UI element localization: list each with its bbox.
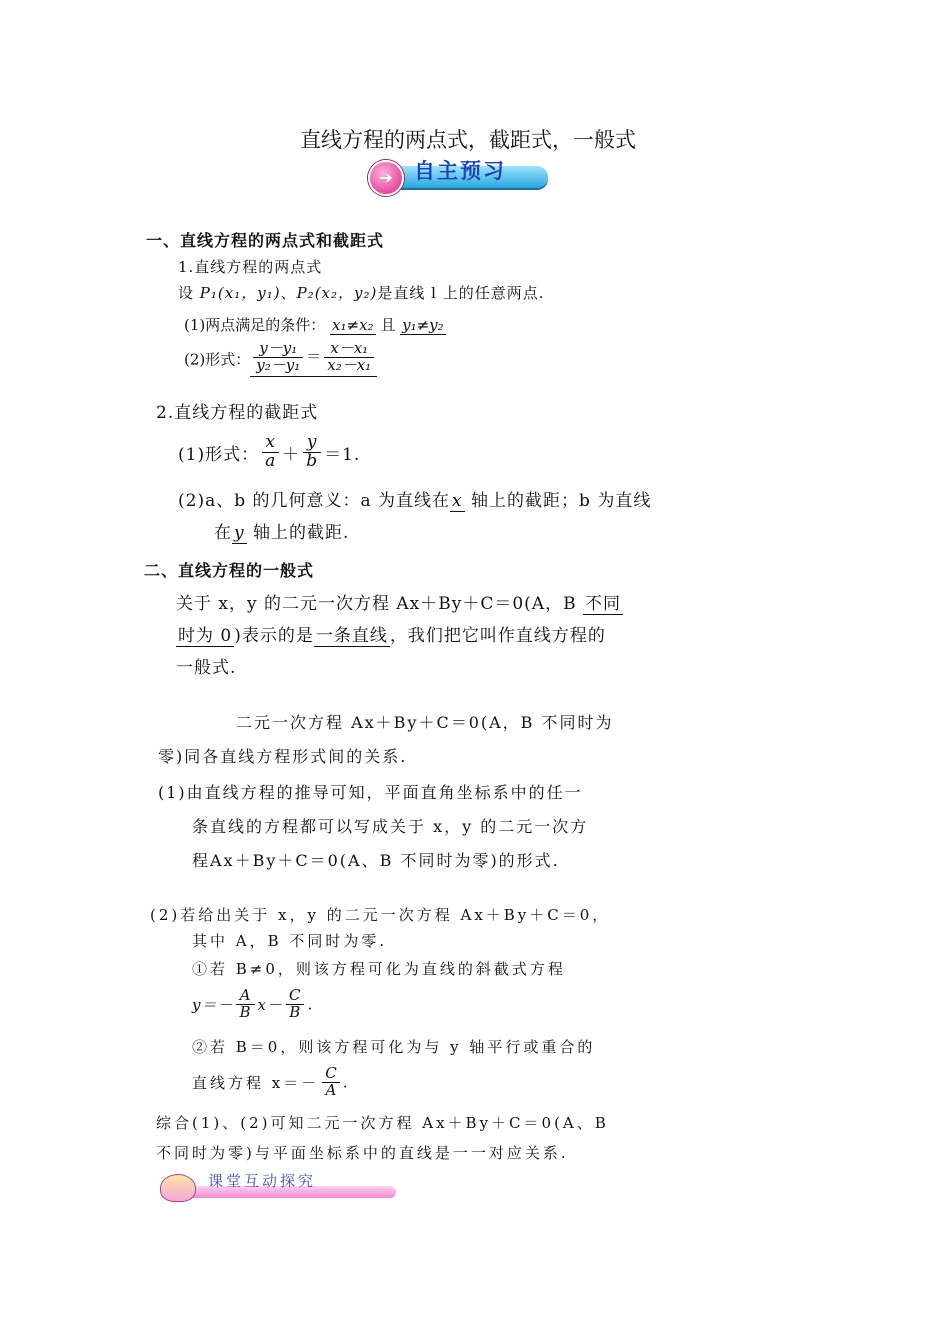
note-b6: [192, 1066, 351, 1099]
fraction-left-den: y₂－y₁: [253, 357, 303, 374]
frac-b-den2: B: [286, 1004, 304, 1021]
note-p2: 零)同各直线方程形式间的关系.: [158, 747, 408, 766]
banner-self-study-label: 自主预习: [414, 159, 506, 183]
general-line1: [176, 589, 623, 614]
frac-b-den1: B: [236, 1004, 254, 1021]
form-formula: [250, 341, 377, 377]
meaning-y: y: [234, 523, 245, 543]
point-p2: P₂(x₂，y₂): [296, 284, 378, 302]
meaning-x: x: [452, 491, 463, 511]
note-a1: (1)由直线方程的推导可知，平面直角坐标系中的任一: [158, 783, 583, 802]
meaning-text-b: 轴上的截距；b 为直线: [464, 491, 652, 511]
condition-and: 且: [380, 316, 396, 334]
let-prefix: 设: [178, 284, 195, 302]
section-1-heading: 一、直线方程的两点式和截距式: [146, 231, 385, 250]
fraction-left: [253, 341, 303, 374]
general-text-c: ，我们把它叫作直线方程的: [389, 626, 606, 646]
fraction-y-b: [303, 434, 321, 471]
fraction-right: [324, 341, 374, 374]
fraction-c-b: [286, 988, 304, 1021]
intercept-meaning-line2: [214, 518, 349, 543]
frac-a-den2: A: [322, 1082, 339, 1099]
fraction-right-den: x₂－x₁: [324, 357, 374, 374]
discussion-icon: [160, 1174, 196, 1202]
note-a2: 条直线的方程都可以写成关于 x，y 的二元一次方: [192, 817, 589, 836]
meaning-text-d: 轴上的截距.: [246, 523, 350, 543]
condition-prefix: (1)两点满足的条件：: [184, 316, 326, 334]
page-title: 直线方程的两点式，截距式，一般式: [300, 128, 636, 152]
fraction-right-num: x－x₁: [330, 339, 369, 357]
note-c1: 综合(1)、(2)可知二元一次方程 Ax＋By＋C＝0(A、B: [156, 1114, 609, 1132]
form-prefix: (2)形式：: [184, 350, 251, 369]
fraction-c-a: [322, 1066, 339, 1099]
frac-a-den: a: [262, 452, 279, 471]
banner-class-interaction: [158, 1170, 398, 1206]
b6-pre: 直线方程 x＝－: [192, 1073, 320, 1092]
condition-x: x₁≠x₂: [332, 316, 374, 334]
b4-pre: y＝－: [192, 995, 234, 1014]
intercept-prefix: (1)形式：: [178, 444, 260, 465]
arrow-right-icon: ➔: [368, 160, 404, 196]
frac-x-num: x: [265, 432, 276, 452]
subheading-intercept: 2.直线方程的截距式: [156, 403, 319, 423]
points-rest: 是直线 l 上的任意两点.: [377, 284, 545, 302]
note-b4: [192, 988, 313, 1021]
subheading-two-point: 1.直线方程的两点式: [178, 258, 323, 276]
general-line2: [176, 621, 606, 646]
frac-y-num: y: [306, 432, 318, 452]
points-definition: [178, 282, 544, 303]
point-p1: P₁(x₁，y₁): [199, 284, 281, 302]
note-p1: 二元一次方程 Ax＋By＋C＝0(A，B 不同时为: [236, 713, 614, 732]
meaning-text-c: 在: [214, 523, 232, 543]
banner-self-study: [368, 152, 550, 196]
fraction-a-b: [236, 988, 254, 1021]
condition-y: y₁≠y₂: [402, 316, 444, 334]
note-b3: ①若 B≠0，则该方程可化为直线的斜截式方程: [192, 960, 566, 978]
b6-end: .: [342, 1073, 351, 1092]
note-a3: 程Ax＋By＋C＝0(A、B 不同时为零)的形式.: [192, 851, 560, 870]
general-text-a: 关于 x，y 的二元一次方程 Ax＋By＋C＝0(A，B: [176, 594, 577, 614]
section-2-heading: 二、直线方程的一般式: [144, 561, 315, 580]
general-underline-b: 时为 0: [178, 626, 233, 646]
b4-mid: x－: [257, 995, 283, 1014]
plus: ＋: [282, 444, 301, 465]
separator: 、: [280, 284, 297, 302]
general-line3: 一般式.: [176, 658, 237, 678]
condition-line: [184, 314, 446, 335]
banner-class-interaction-label: 课堂互动探究: [208, 1172, 317, 1190]
two-point-form: [184, 341, 377, 377]
general-underline-a: 不同: [585, 594, 621, 614]
meaning-text-a: (2)a、b 的几何意义：a 为直线在: [178, 491, 451, 511]
frac-a-num: A: [239, 986, 252, 1004]
fraction-left-num: y－y₁: [259, 339, 298, 357]
b4-end: .: [307, 995, 314, 1014]
intercept-meaning-line1: [178, 486, 651, 511]
fraction-x-a: [262, 434, 279, 471]
note-b5: ②若 B＝0，则该方程可化为与 y 轴平行或重合的: [192, 1038, 596, 1056]
note-b1: (2)若给出关于 x，y 的二元一次方程 Ax＋By＋C＝0，: [150, 906, 611, 924]
equals: ＝: [306, 347, 322, 366]
general-text-b: )表示的是: [234, 626, 314, 646]
frac-b-den: b: [303, 452, 321, 471]
equals-one: ＝1.: [324, 444, 361, 465]
note-b2: 其中 A，B 不同时为零.: [192, 932, 388, 950]
general-underline-c: 一条直线: [315, 626, 388, 646]
intercept-form: [178, 434, 360, 471]
note-c2: 不同时为零)与平面坐标系中的直线是一一对应关系.: [156, 1144, 569, 1162]
frac-c-num: C: [288, 986, 302, 1004]
frac-c-num2: C: [325, 1064, 337, 1082]
